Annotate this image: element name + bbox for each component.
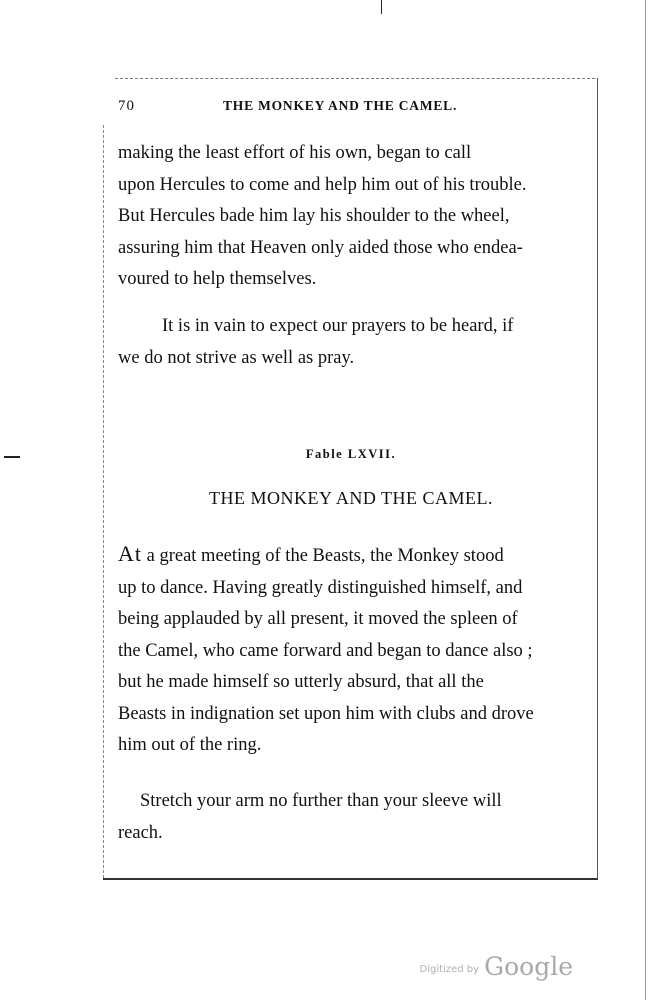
text-line: up to dance. Having greatly distinguished himself, and [118, 577, 523, 598]
moral-line: Stretch your arm no further than your sleeve will [140, 791, 502, 811]
scan-mark-top [381, 0, 382, 14]
text-line: a great meeting of the Beasts, the Monkey stood [142, 546, 504, 566]
digitized-watermark [420, 952, 573, 981]
fable-lead-word: At [118, 541, 142, 566]
text-line: making the least effort of his own, began to call [118, 143, 472, 163]
scan-mark-left [4, 456, 20, 458]
text-line: upon Hercules to come and help him out of his trouble. [118, 174, 527, 195]
text-line: being applauded by all present, it moved the spleen of [118, 609, 518, 629]
moral-line: It is in vain to expect our prayers to be heard, if [162, 316, 514, 336]
previous-fable-moral [118, 311, 584, 374]
fable-number: Fable LXVII. [305, 447, 397, 461]
text-line: assuring him that Heaven only aided those who endea- [118, 237, 523, 258]
google-logo: Google [484, 952, 573, 981]
text-line: But Hercules bade him lay his shoulder to the wheel, [118, 206, 510, 226]
fable-title: THE MONKEY AND THE CAMEL. [209, 488, 493, 508]
text-line: voured to help themselves. [118, 269, 317, 289]
fable-text [118, 538, 584, 762]
fable-moral [118, 786, 584, 849]
text-line: but he made himself so utterly absurd, that all the [118, 672, 484, 692]
page-number: 70 [118, 98, 135, 114]
moral-line: reach. [118, 822, 163, 843]
scan-edge-right [645, 0, 646, 1000]
running-title: THE MONKEY AND THE CAMEL. [223, 98, 458, 113]
text-line: him out of the ring. [118, 735, 262, 755]
watermark-prefix: Digitized by [419, 964, 480, 975]
moral-line: we do not strive as well as pray. [118, 347, 355, 368]
previous-fable-text [118, 138, 584, 296]
text-line: the Camel, who came forward and began to dance also ; [118, 640, 533, 661]
text-line: Beasts in indignation set upon him with clubs and drove [118, 703, 534, 724]
running-head [118, 98, 590, 122]
